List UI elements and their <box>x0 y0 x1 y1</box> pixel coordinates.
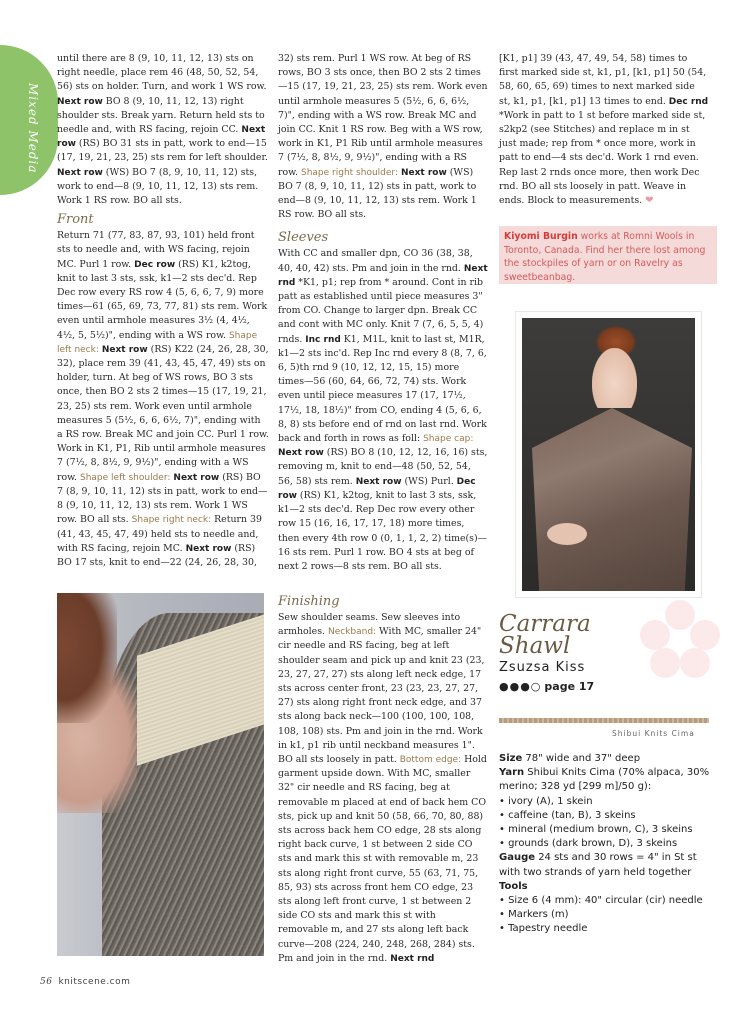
front-heading: Front <box>57 212 94 228</box>
difficulty-rating <box>499 680 594 693</box>
keyword-bold: Next row <box>173 472 220 483</box>
bio-name: Kiyomi Burgin <box>504 231 578 242</box>
flower-decoration <box>640 600 720 680</box>
flower-petal <box>665 600 695 630</box>
col3-text <box>499 53 708 206</box>
site-url: knitscene.com <box>58 977 131 987</box>
text-run: Return 71 (77, 83, 87, 93, 101) held front sts to needle and, with WS facing, rejoin MC. Purl 1 row. <box>57 230 255 270</box>
keyword-bold: Next row <box>57 96 103 107</box>
heart-icon: ❤ <box>645 195 654 207</box>
keyword-bold: Dec row <box>134 259 176 270</box>
flower-petal <box>640 620 670 650</box>
text-run: [K1, p1] 39 (43, 47, 49, 54, 58) times to first marked side st, k1, p1, [k1, p1] 50 (54, 58, 60, 65, 69) times to next marked side st, k1, p1, [k1, p1] 13 times to end. <box>499 53 707 107</box>
spec-size <box>499 752 714 766</box>
text-run: (RS) K1, k2tog, knit to last 3 sts, ssk, k1—2 sts dec'd. Rep Dec row every RS row 4 (5, 6, 6, 7, 9) more times—61 (65, 69, 73, 77, 81) sts rem. Work even until armhole measures 3½ (4, 4½, 4½, 5, 5½)", ending with a WS row. <box>57 258 268 341</box>
text-run: (RS) BO 8 (10, 12, 12, 16, 16) sts, removing m, knit to end—48 (50, 52, 54, 56, 58) sts rem. <box>278 447 488 487</box>
tools-label: Tools <box>499 880 528 892</box>
section-side-tab <box>0 45 58 195</box>
col2-para-3 <box>278 611 488 966</box>
tools-list <box>499 894 714 937</box>
col2-para-1 <box>278 52 488 222</box>
keyword-label: Shape left shoulder: <box>80 472 171 483</box>
text-run: *Work in patt to 1 st before marked side st, s2kp2 (see Stitches) and replace m in st just made; rep from * once more, work in patt to end—4 sts dec'd. Work 1 rnd even. Rep last 2 rnds once more, then work Dec rnd. BO all sts loosely in patt. Weave in ends. Block to measurements. <box>499 109 706 207</box>
keyword-bold: Next row <box>57 167 103 178</box>
page-reference: page 17 <box>544 680 595 693</box>
keyword-bold: Next row <box>57 125 266 150</box>
text-run: (RS) BO 31 sts in patt, work to end—15 (17, 19, 21, 23, 25) sts rem for left shoulder. <box>57 138 268 164</box>
text-run: Hold garment upside down. With MC, smaller 32" cir needle and RS facing, beg at removable m placed at end of back hem CO sts, pick up and knit 50 (58, 66, 70, 80, 88) sts across back hem CO edge, 28 sts along right back curve, 1 st between 2 side CO sts and mark this st with removable m, 23 sts along right front curve, 55 (63, 71, 75, 85, 93) sts across front hem CO edge, 23 sts along left front curve, 1 st between 2 side CO sts and mark this st with removable m, and 27 sts along left back curve—208 (224, 240, 248, 268, 284) sts. Pm and join in the rnd. <box>278 754 487 964</box>
keyword-bold: Inc rnd <box>305 334 341 345</box>
col2-para-2 <box>278 247 488 574</box>
col1-para-2 <box>57 229 269 570</box>
model-hair <box>57 593 117 723</box>
keyword-bold: Next rnd <box>278 263 488 288</box>
pattern-title <box>499 613 591 657</box>
designer-name: Zsuzsa Kiss <box>499 660 586 675</box>
keyword-label: Shape right shoulder: <box>301 167 398 178</box>
keyword-label: Shape cap: <box>423 434 474 445</box>
text-run: Return 39 (41, 43, 45, 47, 49) held sts to needle and, with RS facing, rejoin MC. <box>57 514 262 554</box>
text-run: 32) sts rem. Purl 1 WS row. At beg of RS rows, BO 3 sts once, then BO 2 sts 2 times—15 (17, 19, 21, 23, 25) sts rem. Work even until armhole measures 5 (5½, 6, 6, 6½, 7)", ending with a WS row. Break MC and join CC. Knit 1 RS row. Beg with a WS row, work in K1, P1 Rib until armhole measures 7 (7½, 8, 8½, 9, 9½)", ending with a RS row. <box>278 53 488 178</box>
side-tab-label: Mixed Media <box>26 83 40 174</box>
keyword-bold: Next row <box>355 476 402 487</box>
gauge-label: Gauge <box>499 852 536 864</box>
keyword-bold: Dec rnd <box>668 96 709 107</box>
text-run: (RS) BO 17 sts, knit to end—22 (24, 26, 28, 30, <box>57 542 257 568</box>
col1-para-1 <box>57 52 269 208</box>
model-head <box>592 348 637 408</box>
text-run: (RS) K22 (24, 26, 28, 30, 32), place rem 39 (41, 43, 45, 47, 49) sts on holder, turn. At beg of WS rows, BO 3 sts once, then BO 2 sts 2 times—15 (17, 19, 21, 23, 25) sts rem. Work even until armhole measures 5 (5½, 6, 6, 6½, 7)", ending with a RS row. Break MC and join CC. Purl 1 row. Work in K1, P1, Rib until armhole measures 7 (7½, 8, 8½, 9, 9½)", ending with a WS row. <box>57 343 269 483</box>
keyword-label: Shape right neck: <box>131 515 212 526</box>
keyword-label: Bottom edge: <box>399 755 462 766</box>
spec-tools <box>499 880 714 894</box>
size-label: Size <box>499 753 523 764</box>
list-item: • mineral (medium brown, C), 3 skeins <box>499 823 714 837</box>
col3-para-1 <box>499 52 709 208</box>
text-run: (WS) Purl. <box>401 475 457 487</box>
list-item: • Markers (m) <box>499 908 714 922</box>
list-item: • caffeine (tan, B), 3 skeins <box>499 809 714 823</box>
list-item: • Tapestry needle <box>499 922 714 936</box>
text-run: (WS) BO 7 (8, 9, 10, 11, 12) sts in patt, work to end—8 (9, 10, 11, 12, 13) sts rem. Work 1 RS row. BO all sts. <box>278 166 477 221</box>
pattern-title-line-2: Shawl <box>499 633 571 659</box>
flower-petal <box>680 648 710 678</box>
text-run: Sew shoulder seams. Sew sleeves into armholes. <box>278 612 461 638</box>
text-run: until there are 8 (9, 10, 11, 12, 13) sts on right needle, place rem 46 (48, 50, 52, 54, 56) sts on holder. Turn, and work 1 WS row. <box>57 53 267 93</box>
text-run: (RS) BO 7 (8, 9, 10, 11, 12) sts in patt, work to end—8 (9, 10, 11, 12, 13) sts rem. Work 1 WS row. BO all sts. <box>57 471 268 526</box>
page-footer <box>40 977 130 987</box>
column-2 <box>278 52 488 574</box>
keyword-label: Neckband: <box>327 627 377 638</box>
text-run: With CC and smaller dpn, CO 36 (38, 38, 40, 40, 42) sts. Pm and join in the rnd. <box>278 248 473 274</box>
keyword-bold: Next row <box>400 167 447 178</box>
bio-text: works at Romni Wools in Toronto, Canada. Find her there lost among the stockpiles of yarn or on Ravelry as sweetbeanbag. <box>504 231 706 283</box>
yarn-label: Yarn <box>499 767 525 779</box>
designer-bio <box>499 226 717 284</box>
spec-gauge <box>499 851 714 879</box>
column-2-lower <box>278 594 488 966</box>
pattern-specs <box>499 752 714 937</box>
gauge-value: 24 sts and 30 rows = 4" in St st with two strands of yarn held together <box>499 852 697 878</box>
text-run: *K1, p1; rep from * around. Cont in rib patt as established until piece measures 3" from CO. Change to larger dpn. Break CC and cont with MC only. Knit 7 (7, 6, 5, 5, 4) rnds. <box>278 276 484 345</box>
sleeves-heading: Sleeves <box>278 230 329 246</box>
yarn-divider <box>499 718 709 723</box>
yarn-brand-label: Shibui Knits Cima <box>612 729 695 738</box>
finishing-heading: Finishing <box>278 594 340 609</box>
keyword-bold: Next row <box>101 344 148 355</box>
text-run: (WS) BO 7 (8, 9, 10, 11, 12) sts, work to end—8 (9, 10, 11, 12, 13) sts rem. Work 1 RS row. BO all sts. <box>57 166 259 207</box>
column-1 <box>57 52 269 570</box>
keyword-bold: Next row <box>185 543 232 554</box>
keyword-bold: Next row <box>278 448 324 459</box>
flower-petal <box>690 620 720 650</box>
keyword-bold: Next rnd <box>390 953 435 964</box>
spec-yarn <box>499 766 714 794</box>
yarn-colors-list <box>499 795 714 852</box>
difficulty-dots: ●●●○ <box>499 680 542 693</box>
shawl-photo-frame <box>516 312 701 597</box>
size-value: 78" wide and 37" deep <box>522 753 641 764</box>
shawl-garment <box>532 408 692 591</box>
list-item: • ivory (A), 1 skein <box>499 795 714 809</box>
text-run: With MC, smaller 24" cir needle and RS facing, beg at left shoulder seam and pick up and knit 23 (23, 23, 27, 27, 27) sts along left neck edge, 17 sts across center front, 23 (23, 23, 27, 27, 27) sts along right front neck edge, and 37 sts along back neck—100 (100, 100, 108, 108, 108) sts. Pm and join in the rnd. Work in k1, p1 rib until neckband measures 1". BO all sts loosely in patt. <box>278 626 485 766</box>
flower-petal <box>650 648 680 678</box>
sweater-detail-photo <box>57 593 264 956</box>
text-run: (RS) K1, k2tog, knit to last 3 sts, ssk, k1—2 sts dec'd. Rep Dec row every other row 15 (16, 16, 17, 17, 18) more times, then every 4th row 0 (0, 1, 1, 2, 2) time(s)—16 sts rem. Purl 1 row. BO 4 sts at beg of next 2 rows—8 sts rem. BO all sts. <box>278 489 488 572</box>
shawl-photo <box>522 318 695 591</box>
list-item: • grounds (dark brown, D), 3 skeins <box>499 837 714 851</box>
text-run: K1, M1L, knit to last st, M1R, k1—2 sts inc'd. Rep Inc rnd every 8 (8, 7, 6, 6, 5)th rnd 9 (10, 12, 12, 15, 15) more times—56 (60, 64, 66, 72, 74) sts. Work even until piece measures 17 (17, 17½, 17½, 18, 18½)" from CO, ending 4 (5, 6, 6, 8, 8) sts before end of rnd on last rnd. Work back and forth in rows as foll: <box>278 333 487 445</box>
keyword-label: Shape left neck: <box>57 330 258 355</box>
yarn-value: Shibui Knits Cima (70% alpaca, 30% merino; 328 yd [299 m]/50 g): <box>499 767 710 793</box>
model-hand <box>547 523 587 545</box>
list-item: • Size 6 (4 mm): 40" circular (cir) needle <box>499 894 714 908</box>
page-number: 56 <box>40 977 53 987</box>
keyword-bold: Dec row <box>278 476 476 501</box>
text-run: BO 8 (9, 10, 11, 12, 13) right shoulder sts. Break yarn. Return held sts to needle and, with RS facing, rejoin CC. <box>57 95 265 136</box>
pattern-title-line-1: Carrara <box>499 611 591 637</box>
column-3 <box>499 52 709 208</box>
